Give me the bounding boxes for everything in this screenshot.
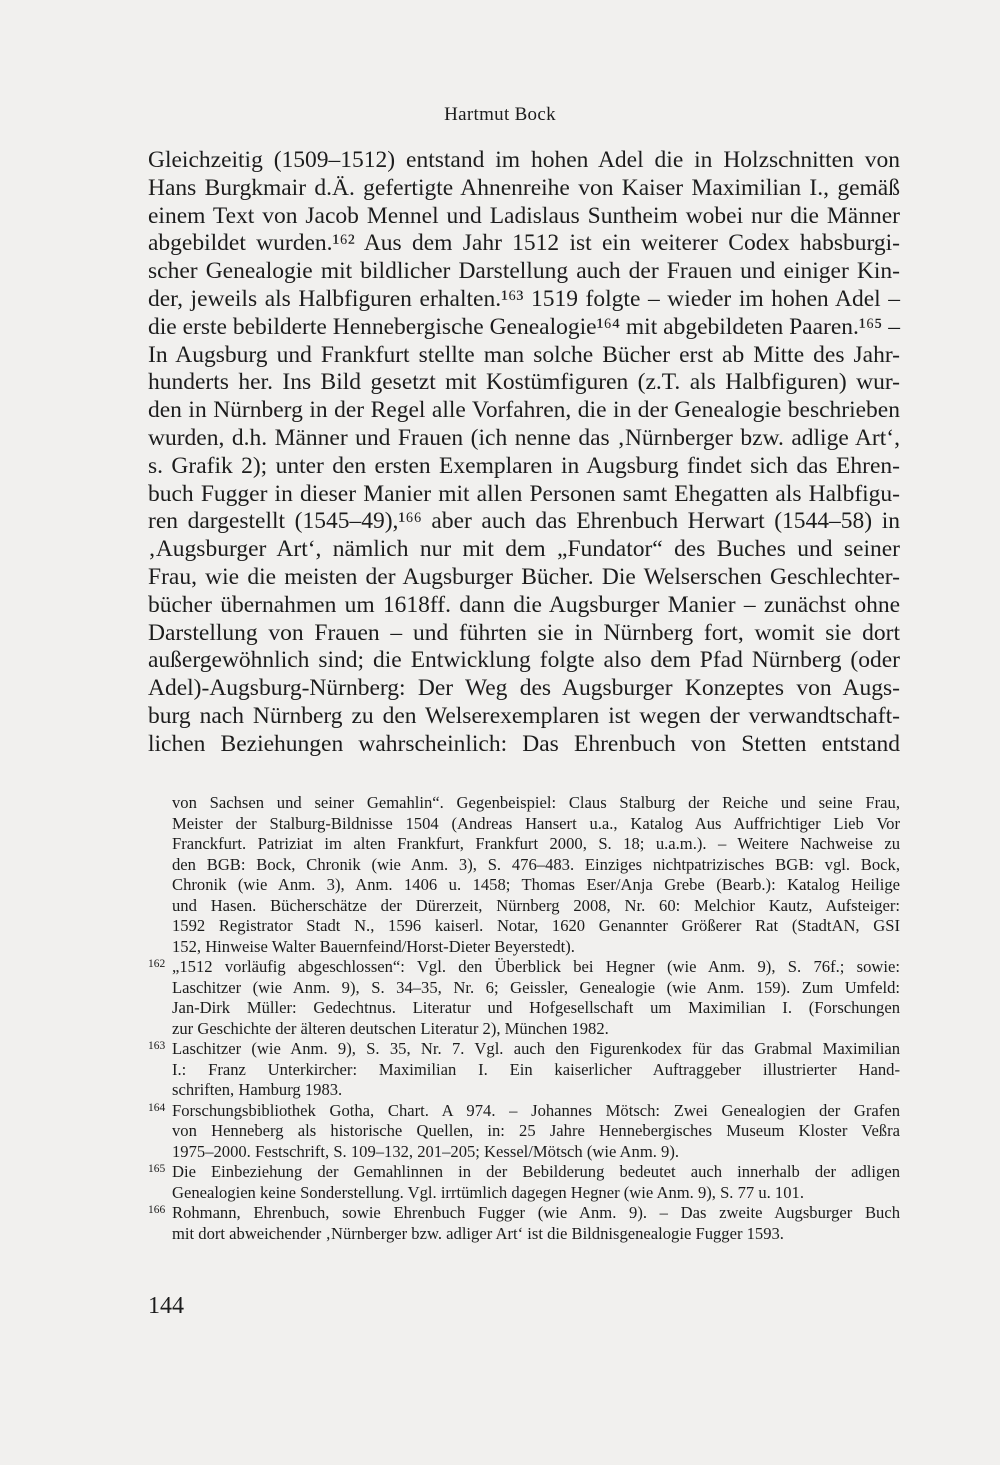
running-head: Hartmut Bock — [444, 104, 556, 125]
footnote-number: 164 — [148, 1101, 166, 1114]
footnote-line: Jan-Dirk Müller: Gedechtnus. Literatur und Hofgesellschaft um Maximilian I. (Forschungen — [172, 998, 900, 1017]
body-line: burg nach Nürnberg zu den Welserexemplaren ist wegen der verwandtschaft- — [148, 702, 900, 729]
footnotes — [148, 793, 900, 1244]
body-line: lichen Beziehungen wahrscheinlich: Das Ehrenbuch von Stetten entstand — [148, 730, 900, 757]
footnote-number: 162 — [148, 958, 166, 970]
body-line: einem Text von Jacob Mennel und Ladislaus Suntheim wobei nur die Männer — [148, 202, 900, 229]
footnote-165 — [148, 1162, 900, 1203]
body-line: Gleichzeitig (1509–1512) entstand im hohen Adel die in Holzschnitten von — [148, 147, 900, 173]
footnote-163 — [148, 1039, 900, 1101]
body-line: den in Nürnberg in der Regel alle Vorfahren, die in der Genealogie beschrieben — [148, 397, 900, 424]
footnote-line: Die Einbeziehung der Gemahlinnen in der Bebilderung bedeutet auch innerhalb der adligen — [172, 1162, 900, 1181]
footnote-line: Franckfurt. Patriziat im alten Frankfurt, Frankfurt 2000, S. 18; u.a.m.). – Weitere Nachweise zu — [172, 834, 900, 853]
body-line: wurden, d.h. Männer und Frauen (ich nenne das ‚Nürnberger bzw. adlige Art‘, — [148, 424, 900, 451]
footnote-line: mit dort abweichender ‚Nürnberger bzw. adliger Art‘ ist die Bildnisgenealogie Fugger 1593. — [172, 1223, 784, 1243]
body-line: der, jeweils als Halbfiguren erhalten.¹⁶³ 1519 folgte – wieder im hohen Adel – — [148, 285, 900, 312]
footnote-166 — [148, 1203, 900, 1244]
body-line: Darstellung von Frauen – und führten sie in Nürnberg fort, womit sie dort — [148, 619, 900, 646]
body-line: Hans Burgkmair d.Ä. gefertigte Ahnenreihe von Kaiser Maximilian I., gemäß — [148, 174, 900, 201]
footnote-number: 165 — [148, 1163, 166, 1175]
footnote-line: Meister der Stalburg-Bildnisse 1504 (Andreas Hansert u.a., Katalog Aus Auffrichtiger Lieb Vor — [172, 813, 900, 833]
footnote-line: Laschitzer (wie Anm. 9), S. 34–35, Nr. 6; Geissler, Genealogie (wie Anm. 159). Zum Umfeld: — [172, 977, 900, 997]
body-line: hunderts her. Ins Bild gesetzt mit Kostümfiguren (z.T. als Halbfiguren) wur- — [148, 369, 900, 396]
body-line: ‚Augsburger Art‘, nämlich nur mit dem „Fundator“ des Buches und seiner — [148, 536, 900, 563]
body-line: Adel)-Augsburg-Nürnberg: Der Weg des Augsburger Konzeptes von Augs- — [148, 675, 900, 702]
body-line: In Augsburg und Frankfurt stellte man solche Bücher erst ab Mitte des Jahr- — [148, 341, 900, 368]
body-line: außergewöhnlich sind; die Entwicklung folgte also dem Pfad Nürnberg (oder — [148, 647, 900, 674]
footnote-line: den BGB: Bock, Chronik (wie Anm. 3), S. 476–483. Einziges nichtpatrizisches BGB: vgl. Bock, — [172, 854, 900, 874]
footnote-continuation — [148, 793, 900, 957]
footnote-number: 163 — [148, 1040, 166, 1052]
footnote-162 — [148, 957, 900, 1039]
body-line: scher Genealogie mit bildlicher Darstellung auch der Frauen und einiger Kin- — [148, 258, 900, 285]
footnote-line: von Henneberg als historische Quellen, in: 25 Jahre Hennebergisches Museum Kloster Veßra — [172, 1121, 900, 1140]
body-line: ren dargestellt (1545–49),¹⁶⁶ aber auch das Ehrenbuch Herwart (1544–58) in — [148, 508, 900, 535]
body-line: abgebildet wurden.¹⁶² Aus dem Jahr 1512 ist ein weiterer Codex habsburgi- — [148, 230, 900, 257]
body-line: buch Fugger in dieser Manier mit allen Personen samt Ehegatten als Halbfigu- — [148, 480, 900, 507]
footnote-line: 152, Hinweise Walter Bauernfeind/Horst-Dieter Beyerstedt). — [172, 936, 575, 956]
footnote-number: 166 — [148, 1204, 166, 1216]
footnote-line: von Sachsen und seiner Gemahlin“. Gegenbeispiel: Claus Stalburg der Reiche und seine Frau, — [172, 793, 900, 812]
footnote-line: „1512 vorläufig abgeschlossen“: Vgl. den Überblick bei Hegner (wie Anm. 9), S. 76f.; sowie: — [172, 957, 900, 976]
footnote-line: Forschungsbibliothek Gotha, Chart. A 974. – Johannes Mötsch: Zwei Genealogien der Grafen — [172, 1100, 900, 1120]
footnote-line: zur Geschichte der älteren deutschen Literatur 2), München 1982. — [172, 1018, 609, 1038]
footnote-line: Genealogien keine Sonderstellung. Vgl. irrtümlich dagegen Hegner (wie Anm. 9), S. 77 u. 101. — [172, 1182, 804, 1202]
body-line: Frau, wie die meisten der Augsburger Bücher. Die Welserschen Geschlechter- — [148, 563, 900, 590]
body-line: die erste bebilderte Hennebergische Genealogie¹⁶⁴ mit abgebildeten Paaren.¹⁶⁵ – — [148, 313, 900, 340]
footnote-line: und Hasen. Bücherschätze der Dürerzeit, Nürnberg 2008, Nr. 60: Melchior Kautz, Aufsteiger: — [172, 895, 900, 915]
footnote-line: Chronik (wie Anm. 3), Anm. 1406 u. 1458; Thomas Eser/Anja Grebe (Bearb.): Katalog Heilige — [172, 875, 900, 894]
body-text — [148, 147, 900, 759]
footnote-line: I.: Franz Unterkircher: Maximilian I. Ein kaiserlicher Auftraggeber illustrierter Hand- — [172, 1059, 900, 1079]
footnote-line: Rohmann, Ehrenbuch, sowie Ehrenbuch Fugger (wie Anm. 9). – Das zweite Augsburger Buch — [172, 1203, 900, 1222]
footnote-line: 1592 Registrator Stadt N., 1596 kaiserl. Notar, 1620 Genannter Größerer Rat (StadtAN, GSI — [172, 916, 900, 935]
body-line: bücher übernahmen um 1618ff. dann die Augsburger Manier – zunächst ohne — [148, 591, 900, 618]
footnote-line: schriften, Hamburg 1983. — [172, 1080, 343, 1099]
footnote-164 — [148, 1101, 900, 1163]
page-number: 144 — [148, 1293, 184, 1319]
body-line: s. Grafik 2); unter den ersten Exemplaren in Augsburg findet sich das Ehren- — [148, 452, 900, 479]
footnote-line: Laschitzer (wie Anm. 9), S. 35, Nr. 7. Vgl. auch den Figurenkodex für das Grabmal Maximilian — [172, 1039, 900, 1058]
footnote-line: 1975–2000. Festschrift, S. 109–132, 201–205; Kessel/Mötsch (wie Anm. 9). — [172, 1141, 680, 1161]
